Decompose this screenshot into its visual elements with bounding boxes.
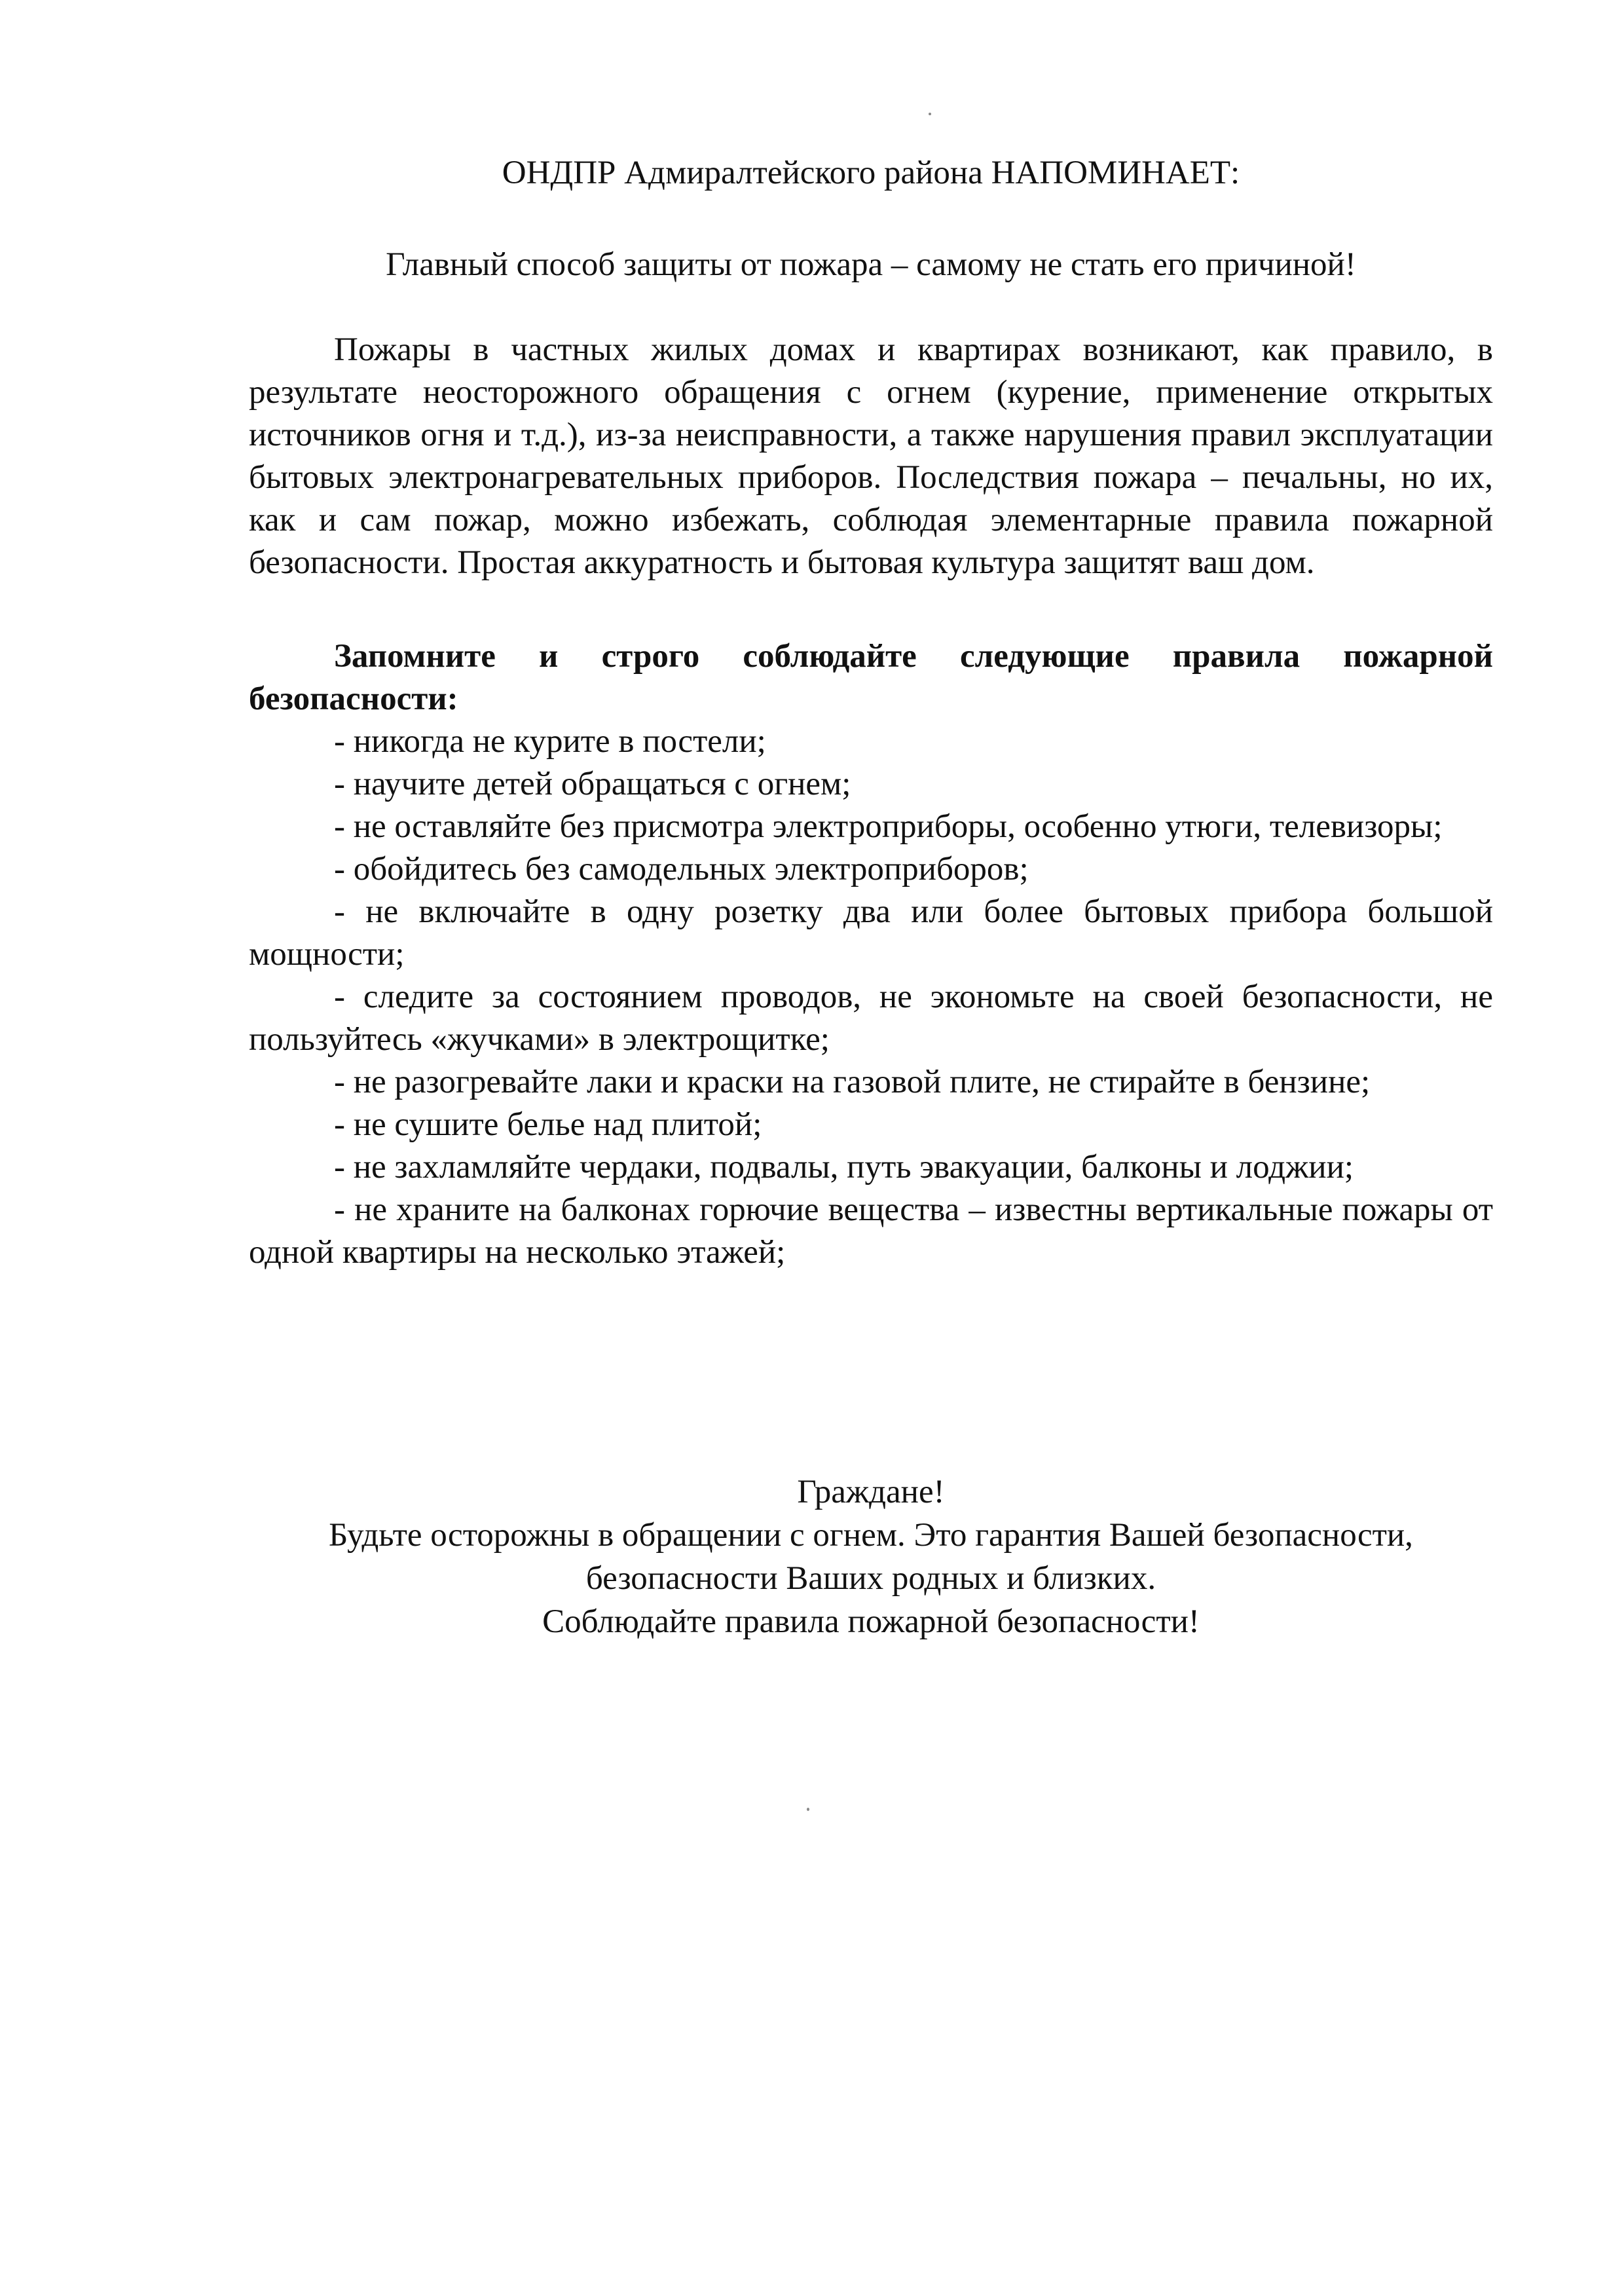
rule-item: - не храните на балконах горючие вещества – известны вертикальные пожары от одной квартиры на несколько этажей; <box>249 1191 1493 1271</box>
closing-line: безопасности Ваших родных и близких. <box>585 1560 1156 1597</box>
closing-line: Будьте осторожны в обращении с огнем. Это гарантия Вашей безопасности, <box>329 1517 1413 1554</box>
rule-item: - не оставляйте без присмотра электроприборы, особенно утюги, телевизоры; <box>334 808 1443 845</box>
scan-speck <box>929 113 931 115</box>
closing-appeal <box>249 1470 1493 1643</box>
rules-heading: Запомните и строго соблюдайте следующие правила пожарной безопасности: <box>249 638 1493 717</box>
rules-section <box>249 635 1493 1274</box>
intro-paragraph: Пожары в частных жилых домах и квартирах возникают, как правило, в результате неосторожного обращения с огнем (курение, применение открытых источников огня и т.д.), из-за неисправности, а также нарушения правил эксплуатации бытовых электронагревательных приборов. Последствия пожара – печальны, но их, как и сам пожар, можно избежать, соблюдая элементарные правила пожарной безопасности. Простая аккуратность и бытовая культура защитят ваш дом. <box>249 331 1493 581</box>
notice-motto: Главный способ защиты от пожара – самому не стать его причиной! <box>386 246 1356 283</box>
closing-salutation: Граждане! <box>797 1474 945 1510</box>
rule-item: - не сушите белье над плитой; <box>334 1106 762 1143</box>
notice-title: ОНДПР Адмиралтейского района НАПОМИНАЕТ: <box>502 155 1240 191</box>
rule-item: - следите за состоянием проводов, не экономьте на своей безопасности, не пользуйтесь «жучками» в электрощитке; <box>249 979 1493 1058</box>
rule-item: - не включайте в одну розетку два или более бытовых прибора большой мощности; <box>249 893 1493 973</box>
rule-item: - научите детей обращаться с огнем; <box>334 766 851 802</box>
rule-item: - не разогревайте лаки и краски на газовой плите, не стирайте в бензине; <box>334 1064 1371 1100</box>
closing-line: Соблюдайте правила пожарной безопасности! <box>542 1603 1200 1640</box>
rule-list <box>249 720 1493 1274</box>
intro-section <box>249 329 1493 584</box>
rule-item: - никогда не курите в постели; <box>334 723 766 760</box>
scan-speck <box>807 1808 809 1811</box>
rule-item: - не захламляйте чердаки, подвалы, путь эвакуации, балконы и лоджии; <box>334 1149 1354 1185</box>
rule-item: - обойдитесь без самодельных электроприборов; <box>334 851 1029 887</box>
